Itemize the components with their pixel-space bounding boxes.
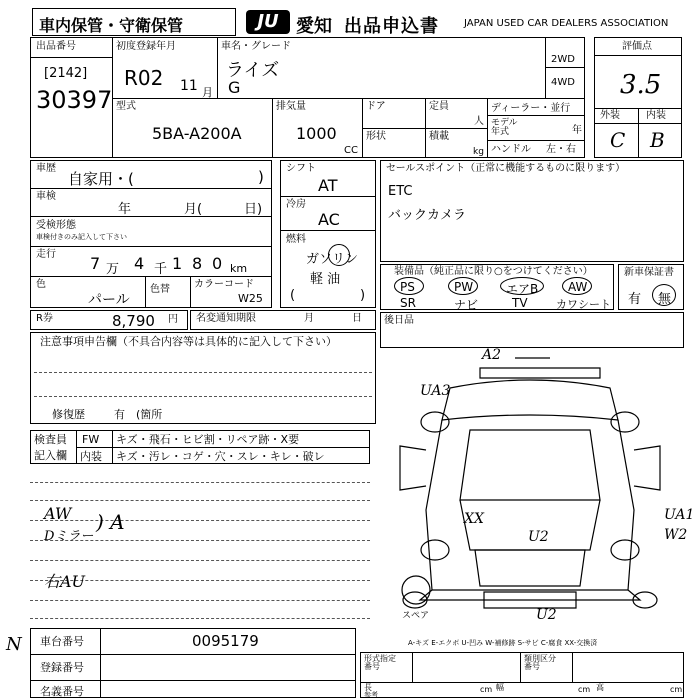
fuel-diesel: 軽 油 [310, 272, 341, 287]
equip-tv: TV [512, 296, 528, 310]
equip-pw-circle [448, 277, 478, 295]
first-reg-year: R02 [124, 66, 164, 90]
damage-mark-ua1: UA1 [664, 507, 695, 523]
recycle-block [30, 310, 188, 330]
history-value: 自家用・( [68, 170, 134, 188]
length-cm: cm [480, 685, 493, 694]
name-change-label: 名変通知期限 [196, 313, 256, 324]
color-label: 色 [36, 279, 46, 290]
equip-aw-circle [562, 277, 592, 295]
recycle-label: R券 [36, 313, 53, 324]
inspector-ext-line: キズ・飛石・ヒビ割・リペア跡・X要 [116, 433, 300, 446]
lot-label: 出品番号 [36, 41, 76, 52]
height-cm: cm [670, 685, 683, 694]
equipment-label: 装備品（純正品に限り○をつけてください） [394, 266, 593, 277]
recycle-amount: 8,790 [112, 312, 155, 330]
type-label: 型式 [116, 101, 136, 112]
disp-value: 1000 [296, 124, 337, 143]
inspection-month: 月( [184, 202, 203, 217]
notes-label: 注意事項申告欄（不具合内容等は具体的に記入して下さい） [40, 335, 337, 348]
equip-ps: PS [400, 280, 415, 294]
margin-mark: N [6, 634, 22, 655]
inspection-label: 車検 [36, 191, 56, 202]
history-close: ) [258, 168, 264, 186]
model-grade: G [228, 78, 241, 97]
association-name: JAPAN USED CAR DEALERS ASSOCIATION [464, 18, 669, 29]
rating-label: 評価点 [622, 41, 652, 52]
fuel-other-close: ) [360, 288, 366, 303]
mileage-d3: 1 [172, 254, 183, 273]
equip-seat: カワシート [556, 298, 611, 311]
rear-items-label: 後日品 [384, 315, 414, 326]
load-label: 積載 [429, 131, 449, 142]
warranty-no: 無 [658, 292, 672, 307]
handwritten-note-rau: 右AU [44, 572, 86, 591]
equip-airbag: エアB [506, 282, 539, 296]
warranty-yes: 有 [628, 292, 642, 307]
remark-label: 参考 [364, 691, 378, 699]
registration-label: 登録番号 [40, 661, 84, 674]
damage-mark-u2-rear: U2 [536, 607, 557, 623]
storage-note: 車内保管・守衛保管 [39, 16, 184, 35]
chassis-label: 車台番号 [40, 635, 84, 648]
mileage-d1: 7 [90, 254, 101, 273]
mileage-d2: 4 [134, 254, 145, 273]
ju-logo-icon: JU [246, 10, 290, 34]
first-reg-month-suffix: 月 [202, 86, 213, 99]
damage-mark-a2-front: A2 [482, 347, 502, 363]
form-note: 車検付きのみ記入して下さい [36, 233, 127, 241]
sales-label: セールスポイント（正常に機能するものに限ります） [386, 163, 626, 174]
history-label: 車歴 [36, 163, 56, 174]
certificate-label: 名義番号 [40, 685, 84, 698]
first-reg-label: 初度登録年月 [116, 41, 176, 52]
damage-mark-ua3: UA3 [420, 383, 451, 399]
equip-airbag-circle [500, 277, 544, 295]
rating-int-label: 内装 [646, 110, 666, 121]
equip-sr: SR [400, 296, 416, 310]
person-unit: 人 [474, 116, 484, 127]
mileage-d4: 8 [192, 254, 203, 273]
mileage-unit: km [230, 262, 248, 275]
inspector-label-2: 記入欄 [34, 449, 67, 462]
inspection-year: 年 [118, 202, 132, 217]
damage-mark-u2-body: U2 [528, 529, 549, 545]
mileage-d5: 0 [212, 254, 223, 273]
spare-label: スペア [402, 611, 430, 621]
recycle-unit: 円 [168, 314, 178, 325]
width-cm: cm [578, 685, 591, 694]
inspector-int-line: キズ・汚レ・コゲ・穴・スレ・キレ・破レ [116, 450, 325, 463]
equip-ps-circle [394, 277, 424, 295]
model-year-label: モデル 年式 [491, 118, 518, 137]
repair-place: (箇所 [136, 408, 163, 421]
rating-ext: C [610, 128, 626, 152]
color-value: パール [88, 292, 130, 308]
dealer-label: ディーラー・並行 [491, 103, 571, 114]
chassis-number: 0095179 [192, 632, 259, 650]
inspector-int-tag: 内装 [80, 450, 102, 463]
shift-label: シフト [286, 163, 316, 174]
handwritten-note-mirror: Dミラー [44, 529, 94, 544]
rear-items-block [380, 312, 684, 348]
fuel-gasoline-circle [328, 244, 350, 266]
repaint-label: 色替 [150, 284, 170, 295]
color-code-label: カラーコード [194, 279, 254, 290]
mileage-u1: 万 [106, 262, 120, 277]
type-designation-label: 形式指定 番号 [364, 654, 396, 671]
name-change-day: 日 [352, 313, 362, 324]
kg-unit: kg [473, 147, 484, 157]
door-label: ドア [366, 101, 386, 112]
first-reg-month: 11 [180, 78, 198, 94]
org-name: 愛知 [296, 16, 332, 37]
capacity-label: 定員 [429, 101, 449, 112]
repair-value: 有 [114, 408, 125, 421]
storage-note-box [32, 8, 236, 36]
form-title: 出品申込書 [344, 16, 439, 37]
lot-sub: [2142] [44, 66, 88, 81]
color-code: W25 [238, 292, 263, 305]
rating-int: B [650, 128, 665, 152]
damage-mark-w2: W2 [664, 527, 688, 543]
sales-item-2: バックカメラ [388, 208, 467, 223]
disp-unit: CC [344, 145, 358, 156]
ac-label: 冷房 [286, 199, 306, 210]
warranty-label: 新車保証書 [624, 267, 674, 278]
fuel-other-open: ( [290, 288, 296, 303]
form-label: 受検形態 [36, 220, 76, 231]
drive-2wd: 2WD [551, 54, 575, 65]
sales-item-1: ETC [388, 184, 413, 199]
rating-ext-label: 外装 [600, 110, 620, 121]
handwritten-note-a: ) A [96, 510, 125, 534]
ac-value: AC [318, 210, 340, 229]
disp-label: 排気量 [276, 101, 306, 112]
repair-label: 修復歴 [52, 408, 85, 421]
fuel-label: 燃料 [286, 234, 306, 245]
height-label: 高 [596, 683, 604, 692]
mileage-label: 走行 [36, 249, 56, 260]
equip-pw: PW [454, 280, 474, 294]
equip-navi: ナビ [454, 298, 479, 312]
type-value: 5BA-A200A [152, 124, 242, 143]
warranty-no-circle [652, 284, 676, 306]
width-label: 幅 [496, 683, 504, 692]
fuel-gasoline: ガソリン [306, 252, 359, 267]
model-name: ライズ [226, 60, 280, 81]
rating-score: 3.5 [620, 70, 662, 100]
drive-4wd: 4WD [551, 77, 575, 88]
mileage-u2: 千 [154, 262, 168, 277]
shape-label: 形状 [366, 131, 386, 142]
inspector-ext-tag: FW [82, 433, 100, 446]
inspection-day: 日) [244, 202, 263, 217]
inspector-label-1: 検査員 [34, 433, 67, 446]
handwritten-note-aw: AW [44, 504, 72, 523]
model-label: 車名・グレード [221, 41, 291, 52]
year-unit: 年 [572, 125, 582, 136]
lot-number: 30397 [36, 86, 113, 114]
damage-legend: A-キズ E-エクボ U-凹み W-補修跡 S-サビ C-腐食 XX-交換済 [408, 639, 598, 647]
dimension-block [360, 652, 684, 698]
equip-aw: AW [568, 280, 588, 294]
handle-label: ハンドル [491, 144, 531, 155]
class-number-label: 類別区分 番号 [524, 654, 556, 671]
shift-value: AT [318, 176, 338, 195]
damage-mark-xx: XX [464, 511, 484, 527]
name-change-month: 月 [304, 313, 314, 324]
handle-options: 左・右 [546, 144, 576, 155]
length-label: 長 [364, 683, 372, 692]
